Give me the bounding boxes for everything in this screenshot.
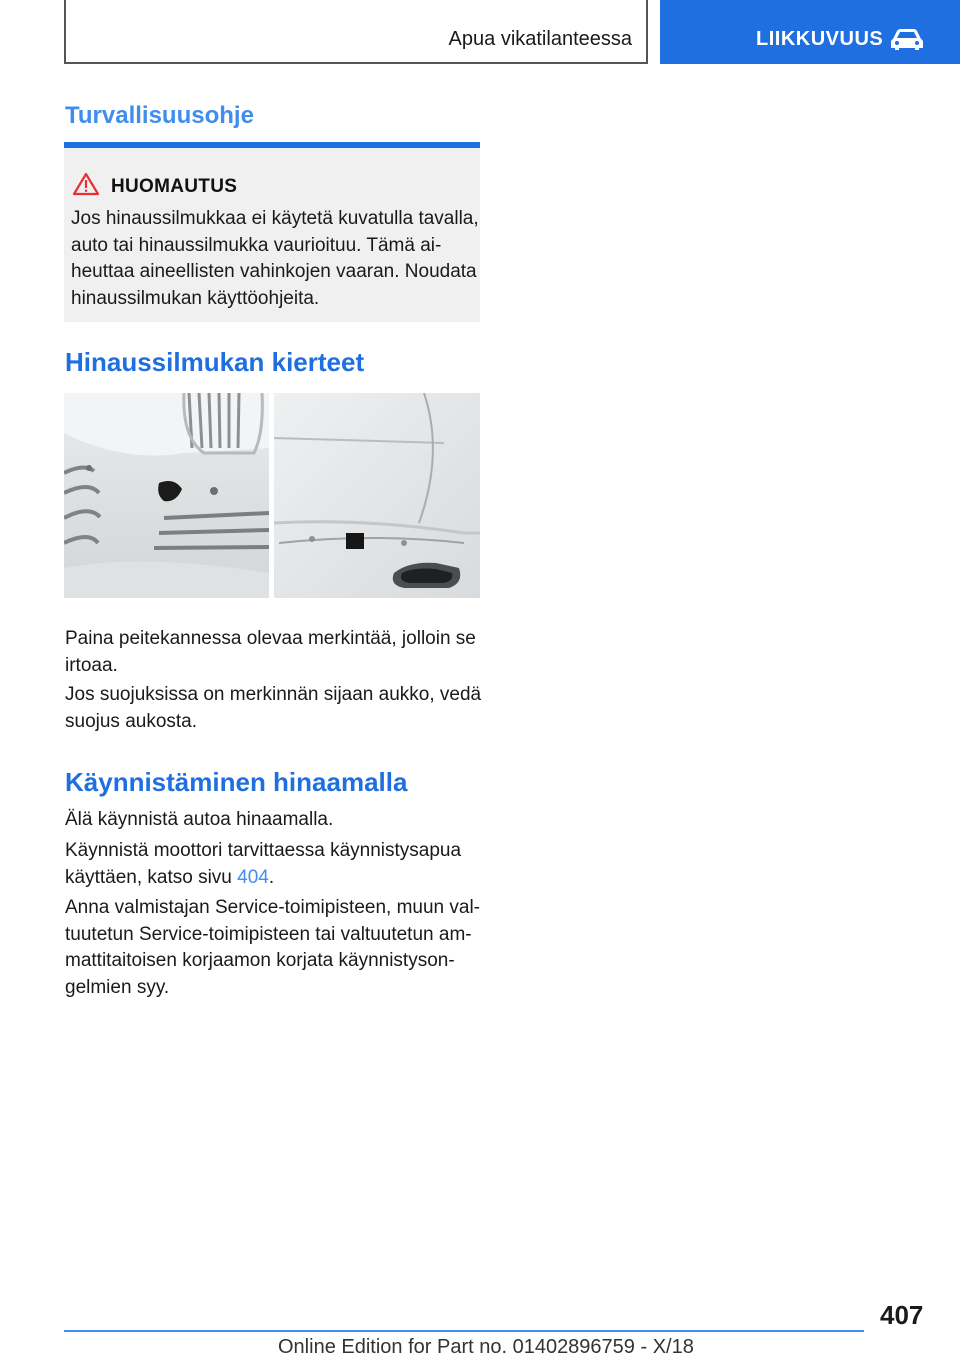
warning-line: heuttaa aineellisten vahinkojen vaaran. Noudata (71, 261, 477, 282)
warning-line: Jos hinaussilmukkaa ei käytetä kuvatulla tavalla, (71, 208, 479, 229)
text-line (65, 865, 480, 892)
warning-line: hinaussilmukan käyttöohjeita. (71, 287, 320, 309)
thread-heading: Hinaussilmukan kierteet (65, 347, 365, 377)
section-tab[interactable] (660, 0, 960, 64)
tow-eye-cover-photo (64, 393, 480, 598)
footer-divider (64, 1330, 864, 1332)
text-line: Anna valmistajan Service-toimipisteen, muun val‐ (65, 897, 481, 918)
warning-text (71, 206, 479, 312)
section-tab-label: LIIKKUVUUS (756, 28, 884, 50)
chapter-title: Apua vikatilanteessa (448, 28, 632, 50)
text-line: Paina peitekannessa olevaa merkintää, jolloin se (65, 628, 476, 649)
text-line: gelmien syy. (65, 976, 170, 998)
tow-start-paragraph-3 (65, 895, 480, 1001)
thread-paragraph-2 (65, 682, 480, 735)
warning-title: HUOMAUTUS (111, 176, 238, 197)
text-line: irtoaa. (65, 654, 118, 676)
text-segment: . (268, 866, 275, 888)
running-header (64, 0, 648, 64)
warning-line: auto tai hinaussilmukka vaurioituu. Tämä ai‐ (71, 234, 442, 256)
car-icon (890, 26, 924, 57)
text-line: Jos suojuksissa on merkinnän sijaan aukko, vedä (65, 684, 482, 705)
text-line: suojus aukosta. (65, 710, 198, 732)
tow-start-paragraph-1 (65, 807, 480, 834)
tow-start-heading: Käynnistäminen hinaamalla (65, 767, 408, 797)
page-number: 407 (880, 1300, 924, 1330)
tow-start-paragraph-2 (65, 838, 480, 891)
text-line: Käynnistä moottori tarvittaessa käynnistysapua (65, 840, 462, 861)
text-segment: käyttäen, katso sivu (65, 866, 238, 888)
page-reference-link[interactable]: 404 (237, 866, 269, 888)
text-line: tuutetun Service-toimipisteen tai valtuutetun am‐ (65, 923, 472, 945)
thread-paragraph-1 (65, 626, 480, 679)
warning-box (64, 142, 480, 322)
edition-footer: Online Edition for Part no. 01402896759 - X/18 (278, 1336, 694, 1358)
warning-triangle-icon (72, 172, 100, 201)
text-line: mattitaitoisen korjaamon korjata käynnistyson‐ (65, 950, 455, 971)
safety-heading: Turvallisuusohje (65, 102, 254, 129)
text-line: Älä käynnistä autoa hinaamalla. (65, 809, 334, 830)
